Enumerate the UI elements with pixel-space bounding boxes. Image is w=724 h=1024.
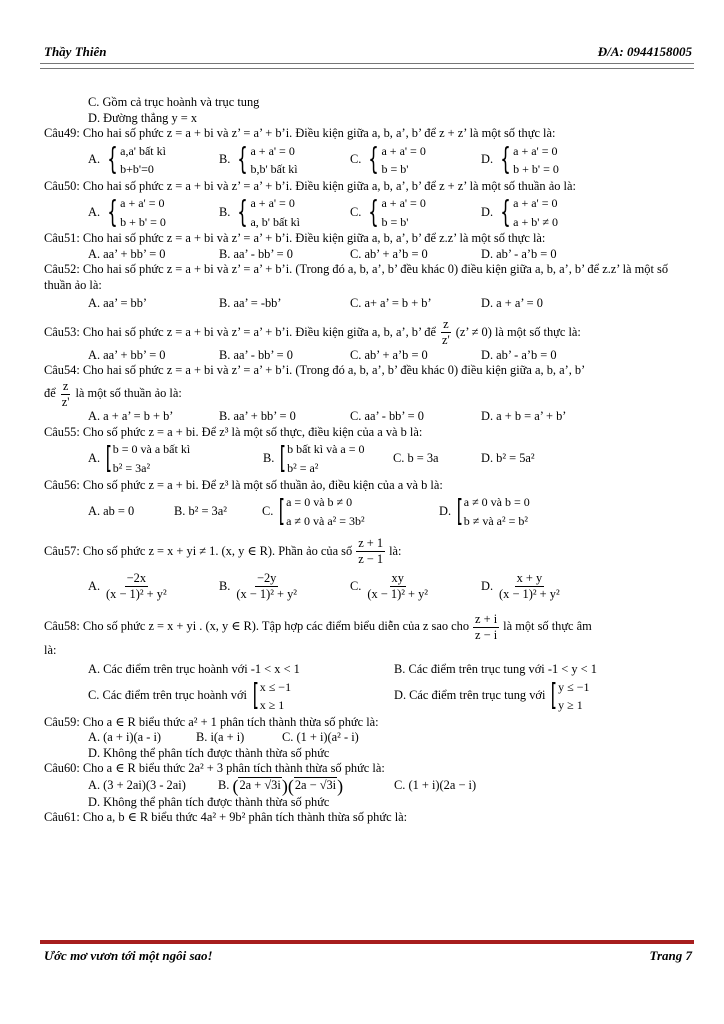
page-header bbox=[44, 44, 692, 60]
q60-option-d: D. Không thể phân tích được thành thừa số phức bbox=[88, 794, 330, 809]
q54-option-a: A. a + a’ = b + b’ bbox=[88, 409, 174, 424]
q58-option-d: D. Các điểm trên trục tung với [ y ≤ −1 y ≥ 1 bbox=[394, 678, 590, 714]
question-59: Câu59: Cho a ∈ R biểu thức a² + 1 phân tích thành thừa số phức là: bbox=[44, 714, 379, 729]
q58-option-c: C. Các điểm trên trục hoành với [ x ≤ −1 x ≥ 1 bbox=[88, 678, 292, 714]
q55-option-c: C. b = 3a bbox=[393, 451, 439, 466]
question-list bbox=[44, 95, 694, 826]
q55-option-d: D. b² = 5a² bbox=[481, 451, 535, 466]
q50-option-c: C. { a + a' = 0 b = b' bbox=[350, 194, 426, 230]
q49-option-a: A. { a,a' bất kì b+b'=0 bbox=[88, 142, 166, 178]
q56-option-d: D. [ a ≠ 0 và b = 0 b ≠ và a² = b² bbox=[439, 493, 530, 529]
q50-options bbox=[44, 194, 694, 231]
q60-options bbox=[44, 777, 694, 795]
q59-option-a: A. (a + i)(a - i) bbox=[88, 730, 162, 745]
question-55: Câu55: Cho số phức z = a + bi. Để z³ là một số thực, điều kiện của a và b là: bbox=[44, 424, 423, 439]
q58-options-ab bbox=[44, 662, 694, 678]
q56-option-b: B. b² = 3a² bbox=[174, 503, 227, 518]
q55-option-a: A. [ b = 0 và a bất kì b² = 3a² bbox=[88, 440, 191, 476]
header-divider bbox=[40, 63, 694, 69]
question-61: Câu61: Cho a, b ∈ R biểu thức 4a² + 9b² phân tích thành thừa số phức là: bbox=[44, 810, 408, 825]
q49-option-c: C. { a + a' = 0 b = b' bbox=[350, 142, 426, 178]
header-author: Thầy Thiên bbox=[44, 44, 107, 59]
question-49: Câu49: Cho hai số phức z = a + bi và z’ = a’ + b’i. Điều kiện giữa a, b, a’, b’ để z + z’ là một số thực là: bbox=[44, 126, 556, 140]
q53-option-c: C. ab’ + a’b = 0 bbox=[350, 347, 428, 362]
q59-options bbox=[44, 730, 694, 746]
q49-options bbox=[44, 142, 694, 179]
prev-option-d: D. Đường thẳng y = x bbox=[88, 110, 198, 125]
prev-option-c: C. Gồm cả trục hoành và trục tung bbox=[88, 95, 260, 109]
q57-options bbox=[44, 571, 694, 602]
q57-option-c: C. $\frac{xy}{\text{(x − 1)² + y²}}$ bbox=[350, 571, 429, 601]
q58-options-cd bbox=[44, 678, 694, 715]
q57-option-d: D. $\frac{x + y}{\text{(x − 1)² + y²}}$ bbox=[481, 571, 560, 601]
question-52: Câu52: Cho hai số phức z = a + bi và z’ = a’ + b’i. (Trong đó a, b, a’, b’ đều khác 0) điều kiện giữa a, b, a’, b’ để z.z’ là một số thuần ảo là: bbox=[44, 262, 669, 292]
q49-option-d: D. { a + a' = 0 b + b' = 0 bbox=[481, 142, 559, 178]
question-56: Câu56: Cho số phức z = a + bi. Để z³ là một số thuần ảo, điều kiện của a và b là: bbox=[44, 477, 443, 492]
q54-option-c: C. aa’ - bb’ = 0 bbox=[350, 409, 424, 424]
q51-option-c: C. ab’ + a’b = 0 bbox=[350, 246, 428, 261]
q60-option-b: B. ( 2a + √3i ) ( 2a − √3i ) bbox=[218, 775, 344, 796]
question-60: Câu60: Cho a ∈ R biểu thức 2a² + 3 phân tích thành thừa số phức là: bbox=[44, 761, 385, 776]
question-54-cont: để $\frac{z}{z'}$ là một số thuần ảo là: bbox=[44, 378, 182, 409]
question-54: Câu54: Cho hai số phức z = a + bi và z’ = a’ + b’i. (Trong đó a, b, a’, b’ đều khác 0) điều kiện giữa a, b, a’, b’ bbox=[44, 363, 586, 378]
q53-option-d: D. ab’ - a’b = 0 bbox=[481, 347, 557, 362]
page-number: Trang 7 bbox=[649, 948, 692, 963]
q58-option-b: B. Các điểm trên trục tung với -1 < y < 1 bbox=[394, 662, 597, 676]
header-phone: Đ/A: 0944158005 bbox=[597, 44, 692, 59]
q52-options bbox=[44, 296, 694, 312]
q60-option-c: C. (1 + i)(2a − i) bbox=[394, 777, 477, 792]
q50-option-a: A. { a + a' = 0 b + b' = 0 bbox=[88, 194, 166, 230]
q55-option-b: B. [ b bất kì và a = 0 b² = a² bbox=[263, 440, 365, 476]
q58-option-a: A. Các điểm trên trục hoành với -1 < x < 1 bbox=[88, 662, 300, 676]
q52-option-d: D. a + a’ = 0 bbox=[481, 296, 543, 311]
question-51: Câu51: Cho hai số phức z = a + bi và z’ = a’ + b’i. Điều kiện giữa a, b, a’, b’ để z.z’ là một số thực là: bbox=[44, 231, 546, 246]
footer-divider bbox=[40, 940, 694, 944]
q59-option-c: C. (1 + i)(a² - i) bbox=[282, 730, 359, 745]
q54-option-d: D. a + b = a’ + b’ bbox=[481, 409, 567, 424]
q54-option-b: B. aa’ + bb’ = 0 bbox=[219, 409, 296, 424]
q56-option-a: A. ab = 0 bbox=[88, 503, 135, 518]
q57-option-a: A. $\frac{-2x}{\text{(x − 1)² + y²}}$ bbox=[88, 571, 167, 601]
question-57: Câu57: Cho số phức z = x + yi ≠ 1. (x, y ∈ R). Phần ảo của số $\frac{z + 1}{z - 1}$ là: bbox=[44, 536, 402, 567]
q60-option-a: A. (3 + 2ai)(3 - 2ai) bbox=[88, 777, 186, 792]
q53-option-a: A. aa’ + bb’ = 0 bbox=[88, 347, 166, 362]
q57-option-b: B. $\frac{-2y}{\text{(x − 1)² + y²}}$ bbox=[219, 571, 298, 601]
footer-motto: Ước mơ vươn tới một ngôi sao! bbox=[44, 948, 213, 963]
q51-option-b: B. aa’ - bb’ = 0 bbox=[219, 246, 293, 261]
q49-option-b: B. { a + a' = 0 b,b' bất kì bbox=[219, 142, 298, 178]
q51-options bbox=[44, 247, 694, 263]
question-58: Câu58: Cho số phức z = x + yi . (x, y ∈ R). Tập hợp các điểm biểu diễn của z sao cho $\frac{z + i}{z - i}$ là một số thực âm bbox=[44, 611, 592, 642]
q54-options bbox=[44, 409, 694, 425]
question-50: Câu50: Cho hai số phức z = a + bi và z’ = a’ + b’i. Điều kiện giữa a, b, a’, b’ để z + z’ là một số thuần ảo là: bbox=[44, 178, 576, 193]
q51-option-d: D. ab’ - a’b = 0 bbox=[481, 246, 557, 261]
q52-option-c: C. a+ a’ = b + b’ bbox=[350, 296, 432, 311]
q55-options bbox=[44, 440, 694, 477]
question-53: Câu53: Cho hai số phức z = a + bi và z’ = a’ + b’i. Điều kiện giữa a, b, a’, b’ để $\frac{z}{z'}$ (z’ ≠ 0) là một số thực là: bbox=[44, 316, 581, 347]
page-footer bbox=[44, 948, 692, 964]
q52-option-a: A. aa’ = bb’ bbox=[88, 296, 148, 311]
q50-option-d: D. { a + a' = 0 a + b' ≠ 0 bbox=[481, 194, 558, 230]
q59-option-b: B. i(a + i) bbox=[196, 730, 245, 745]
question-58-cont: là: bbox=[44, 642, 57, 657]
q51-option-a: A. aa’ + bb’ = 0 bbox=[88, 246, 166, 261]
q50-option-b: B. { a + a' = 0 a, b' bất kì bbox=[219, 194, 300, 230]
q56-option-c: C. [ a = 0 và b ≠ 0 a ≠ 0 và a² = 3b² bbox=[262, 493, 365, 529]
q59-option-d: D. Không thể phân tích được thành thừa số phức bbox=[88, 745, 330, 760]
q53-option-b: B. aa’ - bb’ = 0 bbox=[219, 347, 293, 362]
q53-options bbox=[44, 348, 694, 364]
q56-options bbox=[44, 493, 694, 530]
q52-option-b: B. aa’ = -bb’ bbox=[219, 296, 282, 311]
